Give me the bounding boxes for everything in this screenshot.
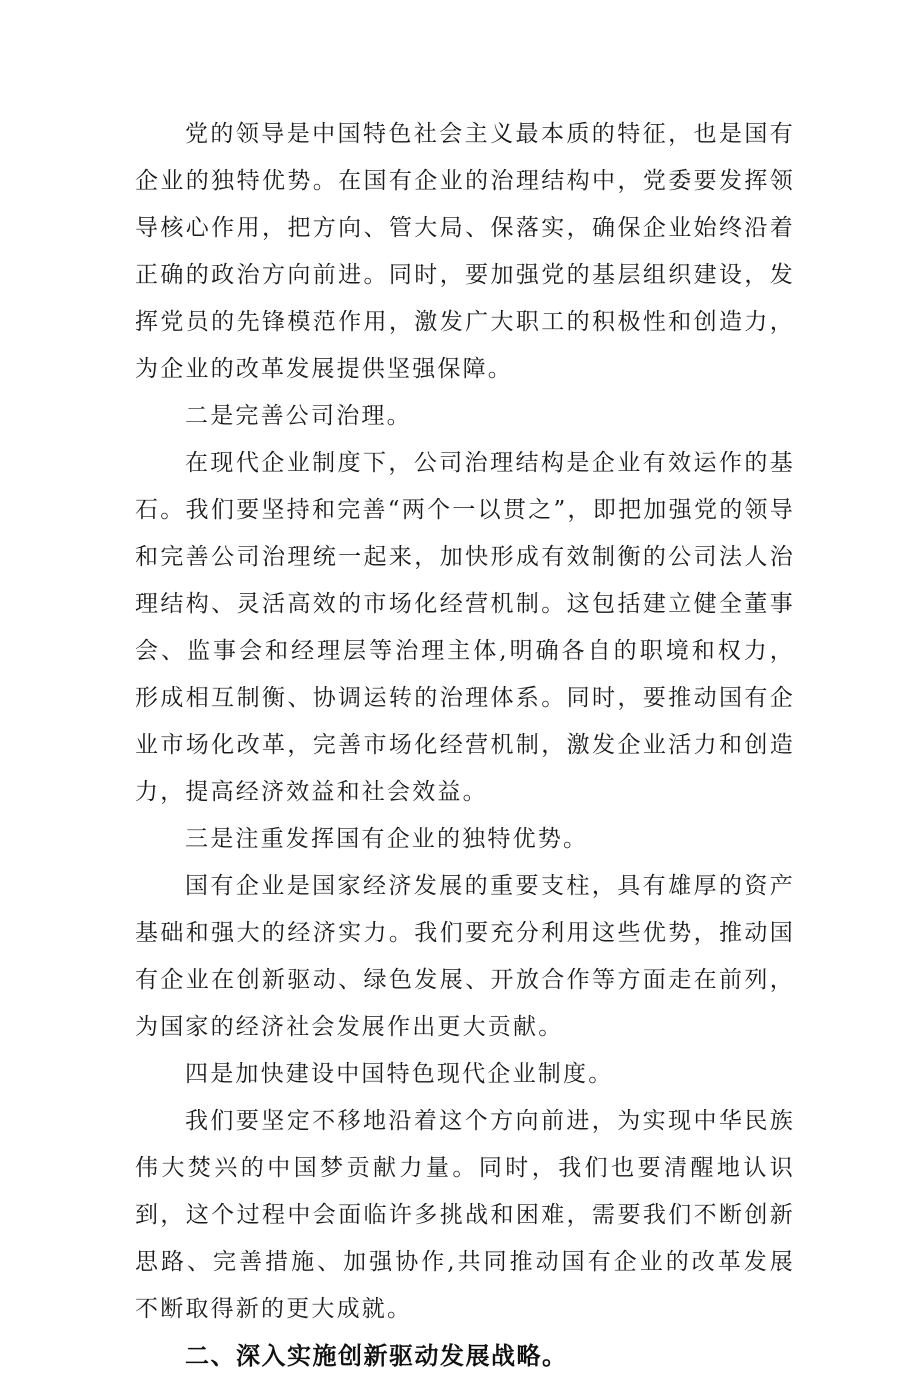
point-heading-modern-enterprise-system: 四是加快建设中国特色现代企业制度。 [185, 1061, 614, 1087]
point-heading-corporate-governance: 二是完善公司治理。 [185, 403, 412, 429]
document-body [135, 111, 795, 1380]
point-heading-unique-advantages: 三是注重发挥国有企业的独特优势。 [185, 826, 589, 852]
paragraph-unique-advantages: 国有企业是国家经济发展的重要支柱，具有雄厚的资产基础和强大的经济实力。我们要充分利用这些优势，推动国有企业在创新驱动、绿色发展、开放合作等方面走在前列，为国家的经济社会发展作出更大贡献。 [135, 873, 795, 1040]
paragraph-party-leadership: 党的领导是中国特色社会主义最本质的特征，也是国有企业的独特优势。在国有企业的治理结构中，党委要发挥领导核心作用，把方向、管大局、保落实，确保企业始终沿着正确的政治方向前进。同时，要加强党的基层组织建设，发挥党员的先锋模范作用，激发广大职工的积极性和创造力，为企业的改革发展提供坚强保障。 [135, 121, 795, 382]
section-heading-innovation: 二、深入实施创新驱动发展战略。 [185, 1342, 568, 1370]
paragraph-modern-enterprise-system: 我们要坚定不移地沿着这个方向前进，为实现中华民族伟大焚兴的中国梦贡献力量。同时，我们也要清醒地认识到，这个过程中会面临许多挑战和困难，需要我们不断创新思路、完善措施、加强协作,共同推动国有企业的改革发展不断取得新的更大成就。 [135, 1108, 795, 1322]
paragraph-corporate-governance: 在现代企业制度下，公司治理结构是企业有效运作的基石。我们要坚持和完善“两个一以贯之”，即把加强党的领导和完善公司治理统一起来，加快形成有效制衡的公司法人治理结构、灵活高效的市场化经营机制。这包括建立健全董事会、监事会和经理层等治理主体,明确各自的职境和权力，形成相互制衡、协调运转的治理体系。同时，要推动国有企业市场化改革，完善市场化经营机制，激发企业活力和创造力，提高经济效益和社会效益。 [135, 450, 795, 805]
